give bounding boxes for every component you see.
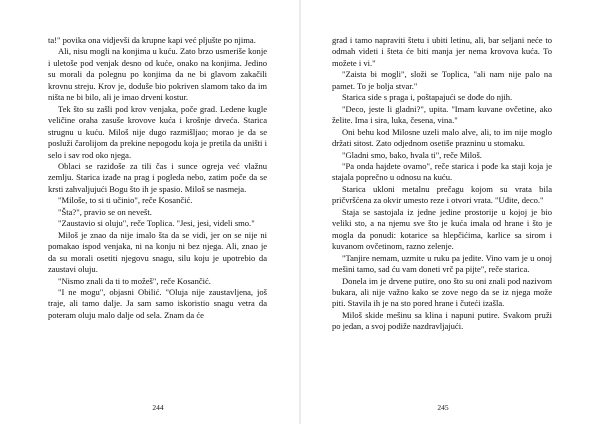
paragraph: Staja se sastojala iz jedne jedine prostorije u kojoj je bio veliki sto, a na njemu sve što je kuća imala od hrane i što je mogla da ponudi: kotarice sa hlepčićima, karlice sa sirom i kuvanom ovčetinom, razno zelenje. [332,206,552,252]
right-page [300,0,600,424]
right-page-text [332,35,552,333]
paragraph: "Šta?", pravio se on nevešt. [58,206,152,217]
paragraph: "Pa onda hajdete ovamo", reče starica i pođe ka staji koja je stajala poprečno u odnosu na kuću. [332,160,552,183]
left-page-text [48,35,267,321]
paragraph: Ali, nisu mogli na konjima u kuću. Zato brzo usmeriše konje i uletoše pod venjak desno od kuće, onako na konjima. Jedino su morali da polegnu po konjima da ne bi glavom zakačili krovnu streju. Krov je, doduše bio pokriven slamom tako da im ništa ne bi bilo, ali je imao drveni kostur. [48,46,267,103]
paragraph: "I ne mogu", objasni Obilić. "Oluja nije zaustavljena, još traje, ali tamo dalje. Ja sam samo iskoristio snagu vetra da poteram oluju malo dalje od sela. Znam da će [48,286,267,320]
page-number: 245 [437,403,449,412]
paragraph: Miloš skide mešinu sa klina i napuni putire. Svakom pruži po jedan, a svoj podiže nazdravljajući. [332,309,552,332]
paragraph: "Zaista bi mogli", složi se Toplica, "ali nam nije palo na pamet. To je bolja stvar." [332,69,552,91]
paragraph: "Zaustavio si oluju", reče Toplica. "Jesi, jesi, videli smo." [58,218,255,229]
paragraph: "Deco, jeste li gladni?", upita. "Imam kuvane ovčetine, ako želite. Ima i sira, luka, česena, vina." [332,103,552,126]
paragraph: grad i tamo napraviti štetu i ubiti letinu, ali, bar seljani neće to odmah videti i šteta će biti manja jer nema krovova kuća. To možete i vi." [332,35,552,68]
paragraph: Starica side s praga i, poštapajući se dođe do njih. [342,92,513,103]
page-number: 244 [152,403,164,412]
paragraph: "Nismo znali da ti to možeš", reče Kosančić. [58,275,211,286]
paragraph: "Miloše, to si ti učinio", reče Kosančić. [58,195,193,206]
paragraph: ta!" povika ona vidjevši da krupne kapi već pljušte po njima. [48,35,256,45]
paragraph: Oni behu kod Milosne uzeli malo alve, ali, to im nije moglo držati sitost. Zato odjednom osetiše prazninu u stomaku. [332,126,552,149]
paragraph: Tek što su zašli pod krov venjaka, poče grad. Ledene kugle veličine oraha zasuše krovove kuća i krošnje drveća. Starica strugnu u kuću. Miloš nije dugo razmišljao; morao je da se posluži čarolijom da prekine nepogodu koja je pretila da uništi i selo i sav rod oko njega. [48,103,267,160]
paragraph: "Gladni smo, bako, hvala ti", reče Miloš. [342,149,482,160]
paragraph: Starica ukloni metalnu prečagu kojom su vrata bila pričvršćena za okvir umesto reze i otvori vrata. "Uđite, deco." [332,183,552,206]
paragraph: "Tanjire nemam, uzmite u ruku pa jedite. Vino vam je u onoj mešini tamo, sad ću vam doneti vrč pa pijte", reče starica. [332,252,552,275]
paragraph: Miloš je znao da nije imalo šta da se vidi, jer on se nije ni pomakao ispod venjaka, ni na konju ni bez njega. Ali, znao je da su morali osetiti njegovu snagu, silu koju je upotrebio da zaustavi oluju. [48,229,267,275]
paragraph: Donela im je drvene putire, ono što su oni znali pod nazivom bukara, ali nije važno kako se zove nego da se iz njega može piti. Stavila ih je na sto pored hrane i čuteći izašla. [332,275,552,309]
paragraph: Oblaci se raziđoše za tili čas i sunce ogreja već vlažnu zemlju. Starica izađe na prag i pogleda nebo, zatim poče da se krsti zahvaljujući Bogu što ih je spasio. Miloš se nasmeja. [48,160,267,194]
